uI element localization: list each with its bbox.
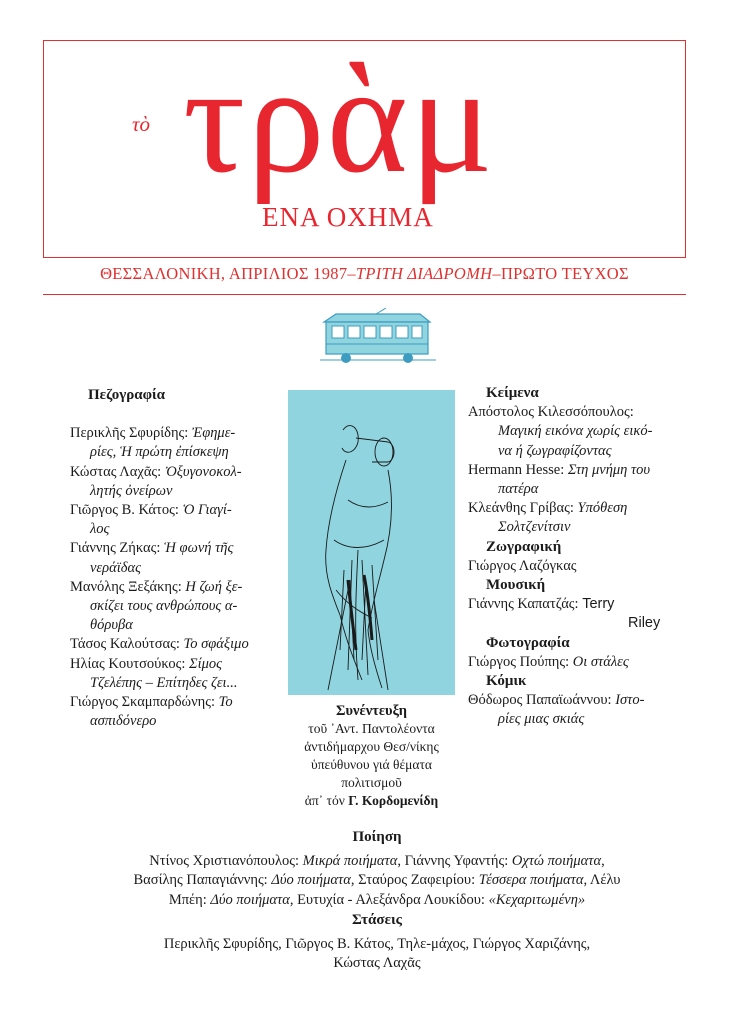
poetry-line	[40, 852, 714, 872]
interview-section	[288, 702, 455, 810]
entry-title: Η ζωή ξε-	[185, 578, 243, 595]
list-item	[70, 578, 278, 597]
issue-number: –ΠΡΩΤΟ ΤΕΥΧΟΣ	[492, 264, 629, 283]
entry-title: Μικρά ποιήματα	[302, 852, 398, 869]
entry-author: Απόστολος Κιλεσσόπουλος:	[468, 404, 634, 421]
cover-illustration	[288, 390, 455, 695]
entry-title: Το σφάξιμο	[183, 636, 249, 653]
issue-route: ΤΡΙΤΗ ΔΙΑΔΡΟΜΗ	[355, 264, 493, 283]
list-item-continued	[468, 422, 690, 441]
entry-author: Κώστας Λαχᾶς:	[70, 463, 162, 480]
painting-heading: Ζωγραφική	[486, 538, 562, 555]
entry-author: Γιώργος Πούπης:	[468, 653, 570, 670]
entry-author: Ντίνος Χριστιανόπουλος:	[149, 852, 303, 869]
entry-title: Στη μνήμη του	[567, 461, 651, 478]
issue-place-date: ΘΕΣΣΑΛΟΝΙΚΗ, ΑΠΡΙΛΙΟΣ 1987–	[100, 264, 356, 283]
sketch-drawing	[288, 390, 455, 695]
list-item	[468, 653, 690, 672]
list-item	[70, 463, 278, 482]
list-item-continued	[468, 710, 690, 729]
stances-line: Κώστας Λαχᾶς	[333, 955, 421, 971]
list-item-continued	[70, 674, 278, 693]
list-item-continued	[70, 597, 278, 616]
byline-name: Γ. Κορδομενίδη	[348, 793, 439, 808]
entry-author: , Λέλυ	[583, 872, 621, 888]
magazine-title: τρὰμ	[183, 33, 495, 205]
issue-rule	[43, 294, 686, 295]
entry-title: Ὁ Γιαγί-	[182, 502, 232, 519]
entry-title: Σολτζενίτσιν	[498, 519, 571, 536]
texts-heading: Κείμενα	[486, 385, 539, 401]
entry-author: Γιάννης Ζήκας:	[70, 540, 161, 557]
entry-title: Ὀξυγονοκολ-	[164, 463, 242, 480]
entry-author: Βασίλης Παπαγιάννης:	[133, 872, 272, 888]
entry-title: ρίες, Ἡ πρώτη ἐπίσκεψη	[90, 444, 229, 461]
entry-title: Σίμος	[188, 655, 223, 672]
interview-line: ἀντιδήμαρχου Θεσ/νίκης	[304, 739, 439, 754]
list-item: Γιώργος Λαζόγκας	[468, 557, 577, 574]
entry-title: σκίζει τους ανθρώπους α-	[90, 598, 238, 615]
title-article: τὸ	[132, 112, 151, 136]
entry-title: πατέρα	[498, 481, 539, 498]
entry-title: Δύο ποιήματα	[210, 891, 290, 908]
list-item-continued	[70, 559, 278, 578]
entry-title: Riley	[628, 615, 661, 632]
entry-title: Terry	[582, 596, 615, 613]
list-item-continued	[468, 442, 690, 461]
interview-line: ὑπεύθυνου γιά θέματα	[311, 757, 432, 772]
entry-author: Γιώργος Σκαμπαρδώνης:	[70, 694, 216, 711]
magazine-subtitle: ΕΝΑ ΟΧΗΜΑ	[262, 202, 434, 232]
stances-heading: Στάσεις	[352, 912, 402, 928]
entry-title: Οχτώ ποιήματα	[511, 852, 602, 869]
entry-title: Δύο ποιήματα	[271, 872, 351, 888]
poetry-heading: Ποίηση	[352, 829, 402, 845]
interview-byline	[288, 792, 455, 810]
interview-line: πολιτισμοῦ	[341, 775, 402, 790]
music-heading: Μουσική	[486, 577, 546, 594]
entry-title: ρίες μιας σκιάς	[498, 711, 585, 728]
entry-author: Hermann Hesse:	[468, 461, 565, 478]
list-item	[70, 693, 278, 712]
list-item	[468, 499, 690, 518]
list-item-continued	[468, 614, 690, 633]
list-item-continued	[468, 518, 690, 537]
entry-author: Κλεάνθης Γρίβας:	[468, 500, 574, 517]
entry-title: να ή ζωγραφίζοντας	[498, 442, 612, 459]
entry-author: Τάσος Καλούτσας:	[70, 636, 180, 653]
entry-title: Ἐφημε-	[191, 425, 236, 442]
entry-title: Τέσσερα ποιήματα	[478, 872, 584, 888]
interview-heading: Συνέντευξη	[336, 703, 407, 719]
prose-heading: Πεζογραφία	[88, 387, 166, 403]
poetry-line	[40, 891, 714, 911]
entry-title: Ἡ φωνή τῆς	[164, 540, 234, 557]
list-item	[70, 424, 278, 443]
entry-title: Ιστο-	[615, 692, 645, 709]
entry-author: Μανόλης Ξεξάκης:	[70, 578, 182, 595]
list-item	[468, 461, 690, 480]
entry-author: , Γιάννης Υφαντής:	[397, 852, 512, 869]
entry-title: Μαγική εικόνα χωρίς εικό-	[498, 423, 653, 440]
issue-line	[43, 264, 686, 284]
list-item	[468, 691, 690, 710]
list-item	[70, 635, 278, 654]
entry-title: ασπιδόνερο	[90, 713, 157, 730]
entry-title: Το	[218, 694, 233, 711]
byline-prefix: ἀπ᾿ τόν	[304, 793, 349, 808]
prose-section	[70, 386, 278, 731]
list-item-continued	[70, 616, 278, 635]
contents-right-column	[468, 384, 690, 730]
list-item-continued	[468, 480, 690, 499]
entry-author: Γιάννης Καπατζάς:	[468, 596, 579, 613]
poetry-stances-section	[40, 828, 714, 974]
list-item-continued	[70, 712, 278, 731]
list-item-continued	[70, 520, 278, 539]
entry-author: , Ευτυχία - Αλεξάνδρα Λουκίδου:	[289, 891, 489, 908]
entry-author: Ηλίας Κουτσούκος:	[70, 655, 186, 672]
list-item	[70, 501, 278, 520]
photography-heading: Φωτογραφία	[486, 634, 570, 651]
entry-title: Υπόθεση	[577, 500, 628, 517]
punctuation: ,	[601, 852, 605, 869]
entry-author: Μπέη:	[168, 891, 211, 908]
entry-title: λος	[90, 521, 110, 538]
list-item	[468, 403, 690, 422]
entry-title: Τζελέπης – Επίτηδες ζει...	[90, 674, 238, 691]
list-item	[70, 655, 278, 674]
poetry-line	[40, 871, 714, 891]
comic-heading: Κόμικ	[486, 673, 527, 690]
tram-illustration	[316, 308, 438, 368]
list-item-continued	[70, 443, 278, 462]
interview-line: τοῦ ᾿Αντ. Παντολέοντα	[308, 721, 435, 736]
entry-title: «Κεχαριτωμένη»	[488, 891, 586, 908]
entry-author: , Σταύρος Ζαφειρίου:	[350, 872, 479, 888]
entry-author: Θόδωρος Παπαϊωάννου:	[468, 692, 612, 709]
entry-author: Γιῶργος Β. Κάτος:	[70, 502, 179, 519]
entry-author: Περικλῆς Σφυρίδης:	[70, 425, 189, 442]
list-item	[468, 595, 690, 614]
list-item	[70, 539, 278, 558]
entry-title: θόρυβα	[90, 617, 133, 634]
stances-line: Περικλῆς Σφυρίδης, Γιῶργος Β. Κάτος, Τηλε-μάχος, Γιώργος Χαριζάνης,	[163, 935, 591, 952]
list-item-continued	[70, 482, 278, 501]
entry-title: Οι στάλες	[572, 653, 629, 670]
entry-title: λητής ὀνείρων	[90, 482, 173, 499]
entry-title: νεράϊδας	[90, 559, 141, 576]
